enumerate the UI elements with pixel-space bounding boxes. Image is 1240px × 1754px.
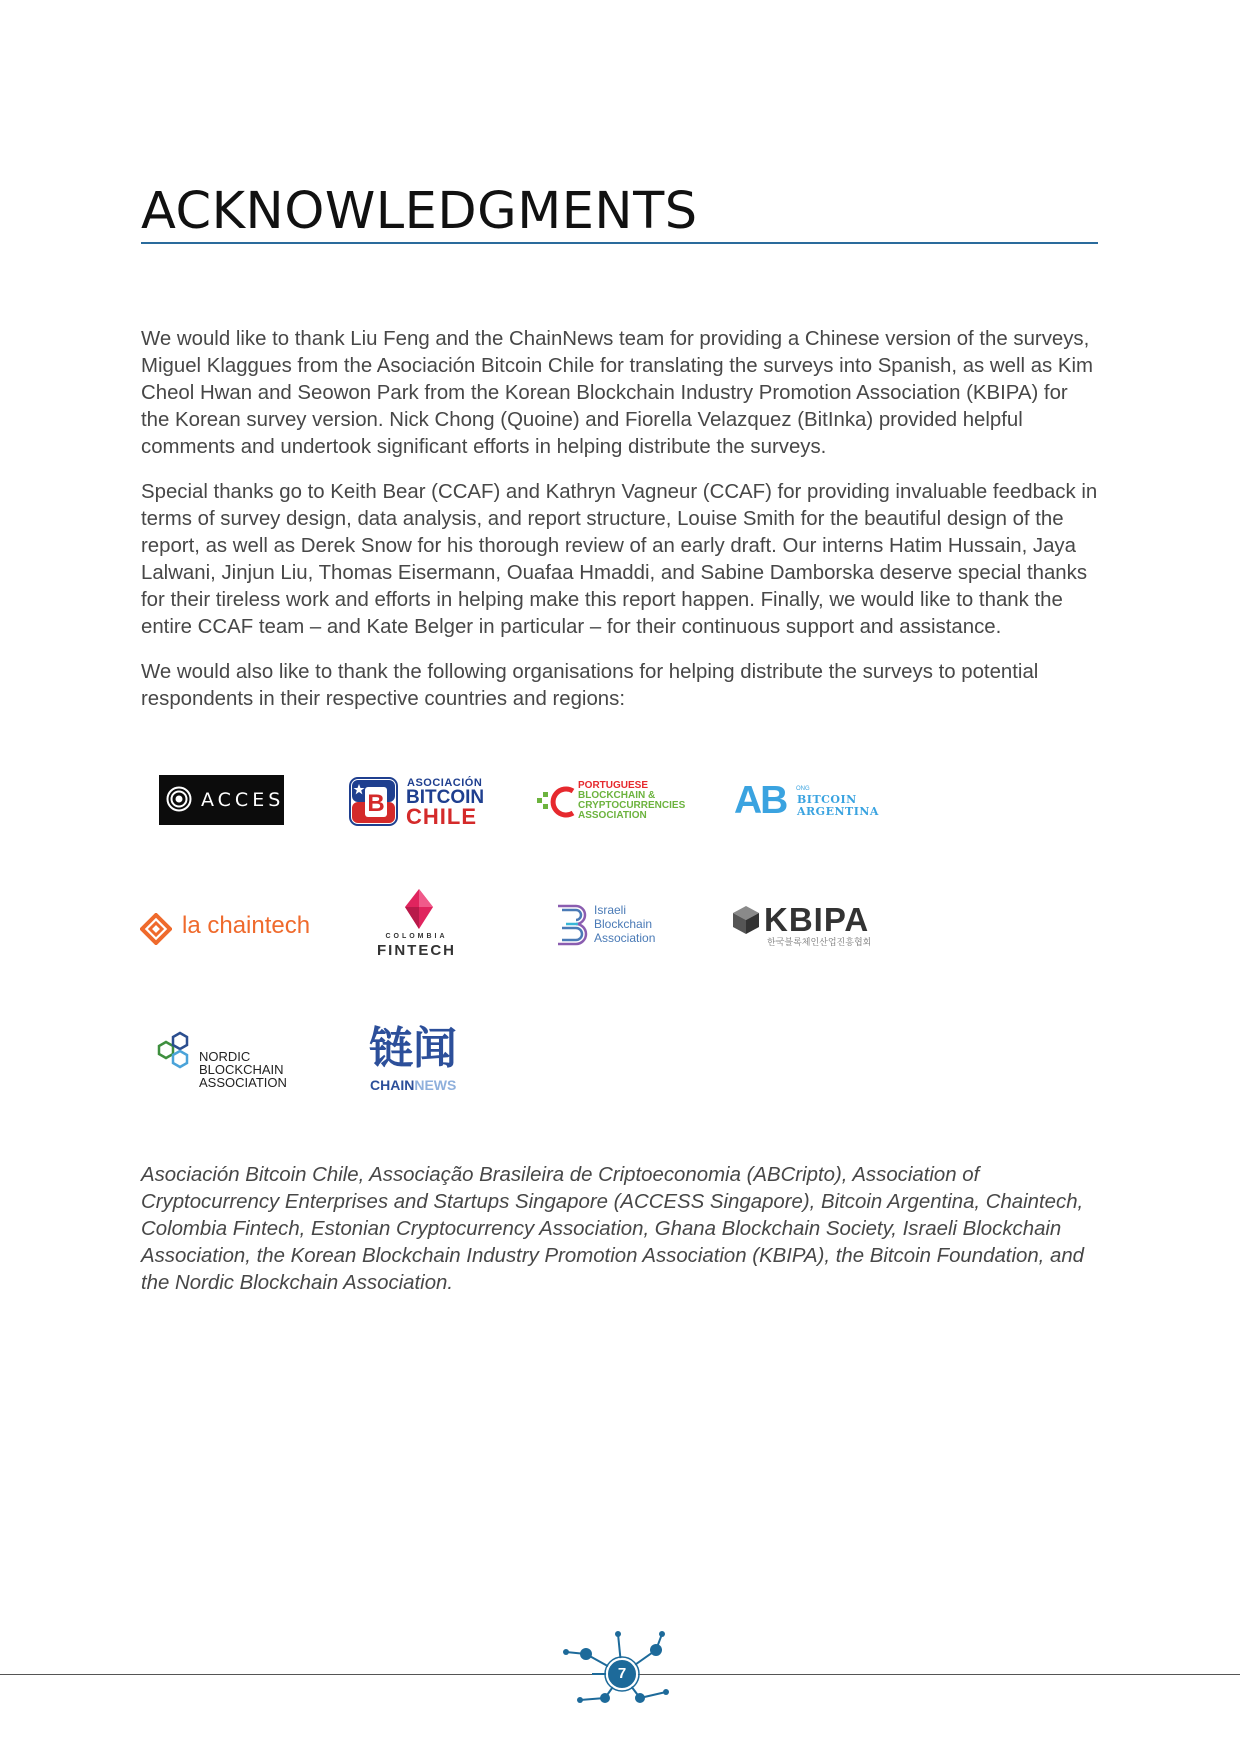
access-logo [159,775,301,825]
access-logo-text: ACCESS [201,789,301,811]
bitcoin-chile-flag-icon [349,777,398,826]
nordic-line2: BLOCKCHAIN [199,1062,284,1077]
bitcoin-chile-line1: ASOCIACIÓN [407,777,483,789]
portuguese-blockchain-logo [535,779,690,823]
nordic-line1: NORDIC [199,1049,251,1064]
kbipa-korean-text: 한국블록체인산업진흥협회 [767,937,872,947]
colombia-fintech-logo [372,889,472,961]
chainnews-english-text [370,1077,456,1093]
portuguese-line2: BLOCKCHAIN & [578,790,656,801]
chainnews-part2: NEWS [414,1077,457,1093]
israeli-line1: Israeli [594,903,627,917]
israeli-b-icon [556,904,590,946]
portuguese-line4: ASSOCIATION [578,810,647,821]
portuguese-c-icon [537,786,575,818]
nordic-line3: ASSOCIATION [199,1075,287,1090]
bitcoin-chile-line2: BITCOIN [406,787,485,808]
bitcoin-argentina-line2: ARGENTINA [797,805,879,818]
bitcoin-argentina-mark: AB [734,779,787,822]
paragraph-special-thanks: Special thanks go to Keith Bear (CCAF) and Kathryn Vagneur (CCAF) for providing invaluable feedback in terms of survey design, data analysis, and report structure, Louise Smith for the beautiful design of the report, as well as Derek Snow for his thorough review of an early draft. Our interns Hatim Hussain, Jaya Lalwani, Jinjun Liu, Thomas Eisermann, Ouafaa Hmaddi, and Sabine Damborska deserve special thanks for their tireless work and efforts in helping make this report happen. Finally, we would like to thank the entire CCAF team – and Kate Belger in particular – for their continuous support and assistance. [141,481,1098,638]
nordic-blockchain-logo [154,1029,294,1089]
svg-text:B: B [367,790,385,817]
chainnews-chinese-text: 链闻 [369,1023,457,1074]
portuguese-line3: CRYPTOCURRENCIES [578,800,686,811]
page-number: 7 [617,1665,627,1682]
bitcoin-argentina-line1: BITCOIN [797,793,857,806]
israeli-line3: Association [594,931,656,945]
colombia-fintech-line1: COLOMBIA [385,933,448,940]
bitcoin-chile-logo [349,777,484,829]
chaintech-logo-text: la chaintech [182,912,311,939]
bitcoin-chile-line3: CHILE [406,804,477,829]
israeli-blockchain-logo [556,900,676,950]
access-ring-icon [166,786,192,812]
chaintech-diamond-icon [140,913,172,945]
bitcoin-argentina-ong: ONG [796,786,810,792]
portuguese-line1: PORTUGUESE [578,780,649,791]
page-title: ACKNOWLEDGMENTS [141,182,698,241]
nordic-hexagons-icon [154,1029,194,1071]
kbipa-cube-icon [731,905,761,935]
kbipa-logo [731,903,881,949]
chainnews-logo [369,1024,469,1096]
paragraph-translations: We would like to thank Liu Feng and the ChainNews team for providing a Chinese version of the surveys, Miguel Klaggues from the Asociación Bitcoin Chile for translating the surveys into Spanish, as well as Kim Cheol Hwan and Seowon Park from the Korean Blockchain Industry Promotion Association (KBIPA) for the Korean survey version. Nick Chong (Quoine) and Fiorella Velazquez (BitInka) provided helpful comments and undertook significant efforts in helping distribute the surveys. [141,328,1094,458]
colombia-fintech-gem-icon [405,889,433,931]
paragraph-organisations-intro: We would also like to thank the following organisations for helping distribute the surveys to potential respondents in their respective countries and regions: [141,661,1039,710]
bitcoin-argentina-logo [734,780,879,822]
chaintech-logo [140,907,310,947]
chainnews-part1: CHAIN [370,1077,415,1093]
israeli-line2: Blockchain [594,917,653,931]
title-underline [141,242,1098,244]
kbipa-logo-text: KBIPA [764,901,870,938]
colombia-fintech-line2: FINTECH [377,942,456,959]
paragraph-organisations-list: Asociación Bitcoin Chile, Associação Brasileira de Criptoeconomia (ABCripto), Association of Cryptocurrency Enterprises and Startups Singapore (ACCESS Singapore), Bitcoin Argentina, Chaintech, Colombia Fintech, Estonian Cryptocurrency Association, Ghana Blockchain Society, Israeli Blockchain Association, the Korean Blockchain Industry Promotion Association (KBIPA), the Bitcoin Foundation, and the Nordic Blockchain Association. [141,1164,1085,1294]
